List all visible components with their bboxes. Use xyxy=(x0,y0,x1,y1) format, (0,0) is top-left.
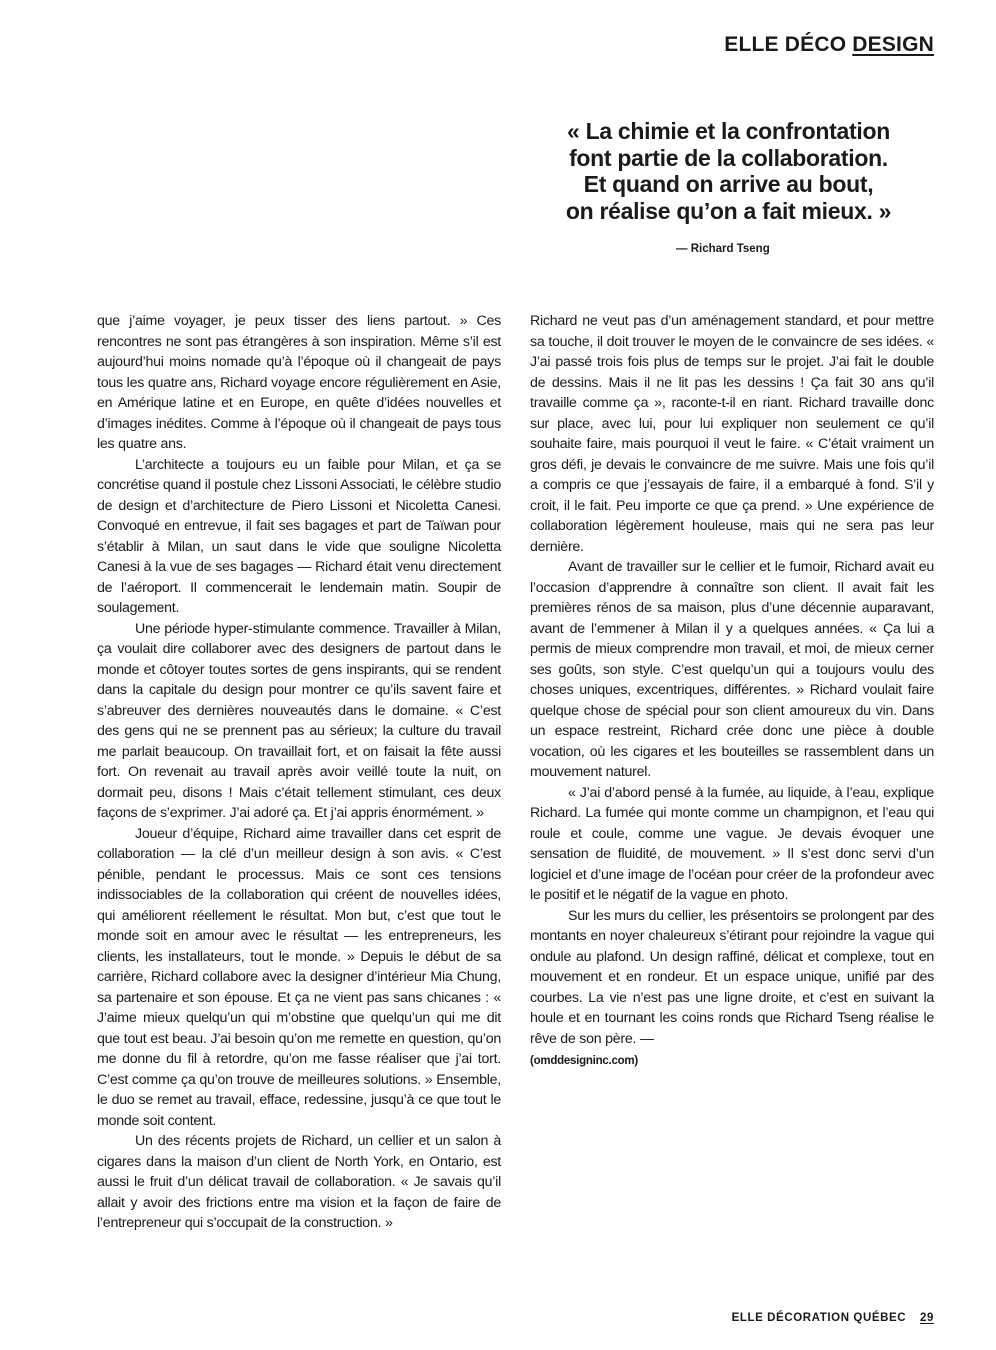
paragraph: L’architecte a toujours eu un faible pour Milan, et ça se concrétise quand il postule chez Lissoni Associati, le célèbre studio de design et d’architecture de Piero Lissoni et Nicoletta Canesi. Convoqué en entrevue, il fait ses bagages et part de Taïwan pour s’établir à Milan, un saut dans le vide que souligne Nicoletta Canesi à la vue de ses bagages — Richard était venu directement de l’aéroport. Il commencerait le lendemain matin. Soupir de soulagement. xyxy=(97,456,501,616)
paragraph: Une période hyper-stimulante commence. Travailler à Milan, ça voulait dire collaborer avec des designers de partout dans le monde et côtoyer toutes sortes de gens inspirants, qui se rendent dans la capitale du design pour montrer ce qu’ils savent faire et s’abreuver des dernières nouveautés dans le domaine. « C’est des gens qui ne se prennent pas au sérieux; la culture du travail me parlait beaucoup. On travaillait fort, et on faisait la fête aussi fort. On revenait au travail après avoir veillé toute la nuit, on dormait peu, disons ! Mais c’était tellement stimulant, ces deux façons de s’exprimer. J’ai adoré ça. Et j’ai appris énormément. » xyxy=(97,620,501,821)
website-credit: (omddesigninc.com) xyxy=(530,1055,638,1067)
section-label: DESIGN xyxy=(852,33,934,56)
pull-quote-line: on réalise qu’on a fait mieux. » xyxy=(565,197,892,224)
page-number: 29 xyxy=(920,1312,934,1324)
magazine-brand: ELLE DÉCO xyxy=(724,33,847,56)
page-footer xyxy=(732,1312,934,1324)
pull-quote-line: Et quand on arrive au bout, xyxy=(583,171,874,197)
pull-quote-attribution: — Richard Tseng xyxy=(676,243,770,255)
pull-quote xyxy=(545,118,912,224)
article-column-right xyxy=(530,311,934,1072)
pull-quote-line: « La chimie et la confrontation xyxy=(567,118,890,144)
section-header xyxy=(724,33,934,57)
paragraph: Richard ne veut pas d’un aménagement standard, et pour mettre sa touche, il doit trouver le moyen de le convaincre de ses idées. « J’ai passé trois fois plus de temps sur le projet. J’ai fait le double de dessins. Mais il ne lit pas les dessins ! Ça fait 30 ans qu’il travaille comme ça », raconte-t-il en riant. Richard travaille donc sur place, avec lui, pour lui expliquer non seulement ce qu’il souhaite faire, mais pourquoi il veut le faire. « C’était vraiment un gros défi, je devais le convaincre de me suivre. Mais une fois qu’il a compris ce que j’essayais de faire, il a embarqué à fond. S’il y croit, il le fait. Peu importe ce que ça prend. » Une expérience de collaboration légèrement houleuse, mais qui ne sera pas leur dernière. xyxy=(530,313,934,555)
paragraph: Avant de travailler sur le cellier et le fumoir, Richard avait eu l’occasion d’apprendre à connaître son client. Il avait fait les premières rénos de sa maison, plus d’une décennie auparavant, avant de l’emmener à Milan il y a quelques années. « Ça lui a permis de mieux comprendre mon travail, et moi, de mieux cerner ses goûts, son style. C’est quelqu’un qui a toujours voulu des choses uniques, excentriques, différentes. » Richard voulait faire quelque chose de spécial pour son client amoureux du vin. Dans un espace restreint, Richard crée donc une pièce à double vocation, où les cigares et les bouteilles se rassemblent dans un mouvement naturel. xyxy=(530,559,934,780)
article-column-left xyxy=(97,311,501,1234)
paragraph: que j’aime voyager, je peux tisser des liens partout. » Ces rencontres ne sont pas étrangères à son inspiration. Même s’il est aujourd’hui moins nomade qu’à l’époque où il changeait de pays tous les quatre ans, Richard voyage encore régulièrement en Asie, en Amérique latine et en Europe, en quête d’idées nouvelles et d’images inédites. Comme à l’époque où il changeait de pays tous les quatre ans. xyxy=(97,313,501,452)
publication-name: ELLE DÉCORATION QUÉBEC xyxy=(731,1312,907,1324)
pull-quote-line: font partie de la collaboration. xyxy=(569,144,888,171)
paragraph: Un des récents projets de Richard, un cellier et un salon à cigares dans la maison d’un client de North York, en Ontario, est aussi le fruit d’un délicat travail de collaboration. « Je savais qu’il allait y avoir des frictions entre ma vision et la façon de faire de l’entrepreneur qui s’occupait de la construction. » xyxy=(97,1133,501,1231)
paragraph: Joueur d’équipe, Richard aime travailler dans cet esprit de collaboration — la clé d’un meilleur design à son avis. « C’est pénible, pendant le processus. Mais ce sont ces tensions indissociables de la collaboration qui créent de nouvelles idées, qui améliorent réellement le résultat. Mon but, c’est que tout le monde soit en amour avec le résultat — les entrepreneurs, les clients, les installateurs, tout le monde. » Depuis le début de sa carrière, Richard collabore avec la designer d’intérieur Mia Chung, sa partenaire et son épouse. Et ça ne vient pas sans chicanes : « J’aime mieux quelqu’un qui m’obstine que quelqu’un qui me dit que tout est beau. J’ai besoin qu’on me remette en question, qu’on me donne du fil à retordre, qu’on me fasse réaliser que j’ai tort. C’est comme ça qu’on trouve de meilleures solutions. » Ensemble, le duo se remet au travail, efface, redessine, jusqu’à ce que tout le monde soit content. xyxy=(97,825,501,1129)
paragraph: Sur les murs du cellier, les présentoirs se prolongent par des montants en noyer chaleureux s’étirant pour rejoindre la vague qui ondule au plafond. Un design raffiné, délicat et complexe, tout en mouvement et en rondeur. Et un espace unique, unifié par des courbes. La vie n’est pas une ligne droite, et c’est en suivant la houle et en tournant les coins ronds que Richard Tseng réalise le rêve de son père. — xyxy=(530,907,934,1047)
paragraph: « J’ai d’abord pensé à la fumée, au liquide, à l’eau, explique Richard. La fumée qui monte comme un champignon, et l’eau qui roule et coule, comme une vague. Je devais évoquer une sensation de fluidité, de mouvement. » Il s’est donc servi d’un logiciel et d’une image de l’océan pour créer de la profondeur avec le positif et le négatif de la vague en photo. xyxy=(530,784,934,903)
